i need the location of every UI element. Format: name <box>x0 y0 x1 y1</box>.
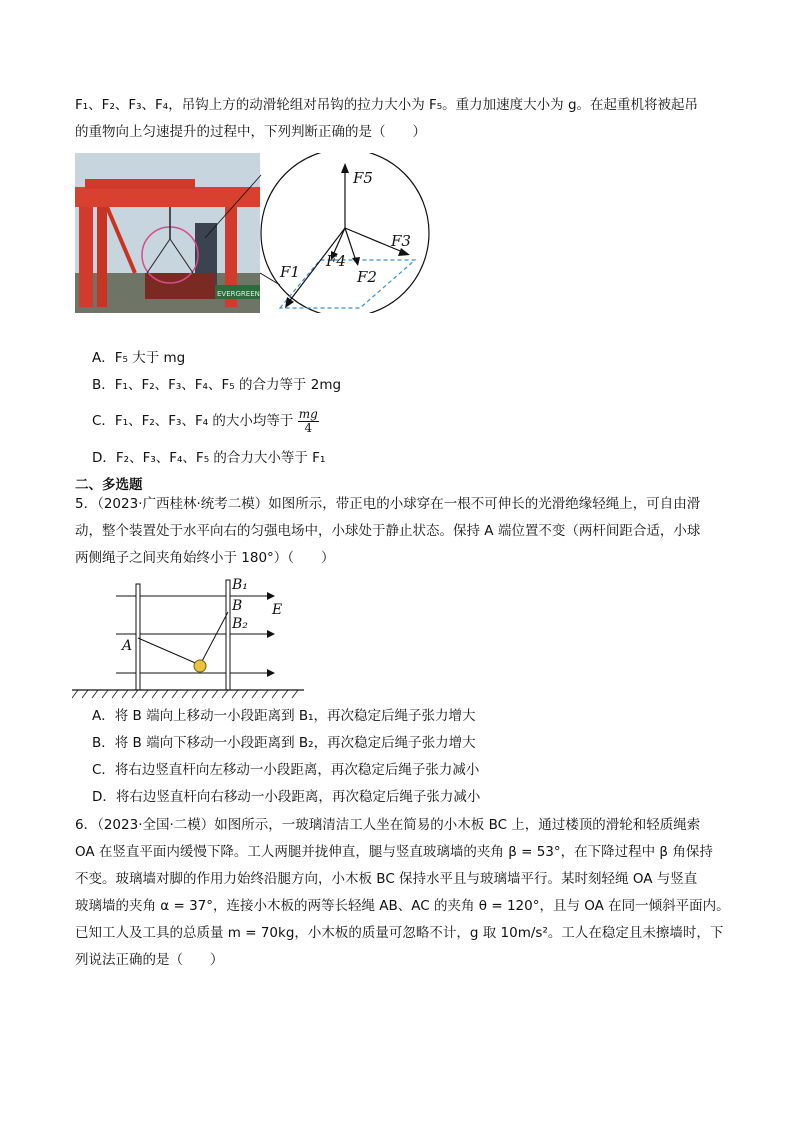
label-f1: F1 <box>280 263 300 281</box>
q5-option-a: A．将 B 端向上移动一小段距离到 B₁，再次稳定后绳子张力增大 <box>92 708 476 724</box>
q5-option-d: D．将右边竖直杆向右移动一小段距离，再次稳定后绳子张力减小 <box>92 789 481 805</box>
q4-line-2: 的重物向上匀速提升的过程中，下列判断正确的是（ ） <box>75 124 426 140</box>
q6-line-1: 6．（2023·全国·二模）如图所示，一玻璃清洁工人坐在简易的小木板 BC 上，通过楼顶的滑轮和轻质绳索 <box>75 817 701 833</box>
fraction-denominator: 4 <box>304 420 313 435</box>
q6-line-6: 列说法正确的是（ ） <box>75 952 224 968</box>
q5-figure <box>72 572 304 700</box>
q6-line-2: OA 在竖直平面内缓慢下降。工人两腿并拢伸直，腿与竖直玻璃墙的夹角 β = 53°，在下降过程中 β 角保持 <box>75 844 713 860</box>
force-diagram <box>75 153 435 313</box>
q6-line-4: 玻璃墙的夹角 α = 37°，连接小木板的两等长轻绳 AB、AC 的夹角 θ = 120°，且与 OA 在同一倾斜平面内。 <box>75 898 730 914</box>
label-b2: B₂ <box>232 616 248 632</box>
q5-line-2: 动，整个装置处于水平向右的匀强电场中，小球处于静止状态。保持 A 端位置不变（两杆间距合适，小球 <box>75 523 701 539</box>
photo-caption: EVERGREEN <box>217 290 260 298</box>
q5-option-c: C．将右边竖直杆向左移动一小段距离，再次稳定后绳子张力减小 <box>92 762 480 778</box>
q5-line-1: 5．（2023·广西桂林·统考二模）如图所示，带正电的小球穿在一根不可伸长的光滑绝缘轻绳上，可自由滑 <box>75 496 701 512</box>
q4-option-c <box>92 405 319 437</box>
q4-option-d: D．F₂、F₃、F₄、F₅ 的合力大小等于 F₁ <box>92 450 326 466</box>
label-f2: F2 <box>357 268 377 286</box>
q5-line-3: 两侧绳子之间夹角始终小于 180°）（ ） <box>75 550 335 566</box>
label-a: A <box>122 638 133 654</box>
q4-figure <box>75 153 435 313</box>
q6-line-3: 不变。玻璃墙对脚的作用力始终沿腿方向，小木板 BC 保持水平且与玻璃墙平行。某时刻轻绳 OA 与竖直 <box>75 871 698 887</box>
label-f5: F5 <box>353 169 373 187</box>
electric-field-diagram <box>72 572 304 700</box>
label-f3: F3 <box>391 232 411 250</box>
section-heading: 二、多选题 <box>75 477 143 493</box>
q4-option-c-text: C．F₁、F₂、F₃、F₄ 的大小均等于 <box>92 413 294 429</box>
q6-line-5: 已知工人及工具的总质量 m = 70kg，小木板的质量可忽略不计，g 取 10m/s²。工人在稳定且未擦墙时，下 <box>75 925 724 941</box>
q4-option-a: A．F₅ 大于 mg <box>92 350 186 366</box>
q4-option-b: B．F₁、F₂、F₃、F₄、F₅ 的合力等于 2mg <box>92 377 342 393</box>
label-e: E <box>272 602 283 618</box>
label-b: B <box>232 598 243 614</box>
fraction-numerator: mg <box>298 406 318 421</box>
fraction-mg-over-4 <box>298 408 319 435</box>
q5-option-b: B．将 B 端向下移动一小段距离到 B₂，再次稳定后绳子张力增大 <box>92 735 476 751</box>
label-b1: B₁ <box>232 577 248 593</box>
charged-ball <box>194 660 206 672</box>
label-f4: F4 <box>326 252 346 270</box>
q4-line-1: F₁、F₂、F₃、F₄，吊钩上方的动滑轮组对吊钩的拉力大小为 F₅。重力加速度大小为 g。在起重机将被起吊 <box>75 97 699 113</box>
